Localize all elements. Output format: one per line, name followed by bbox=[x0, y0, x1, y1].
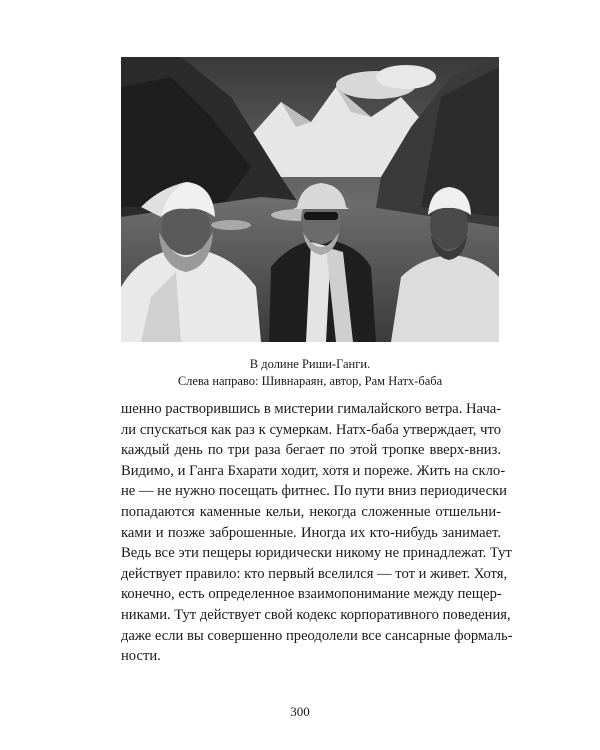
text-line: никами. Тут действует свой кодекс корпоративного поведения, bbox=[121, 606, 511, 623]
text-line: попадаются каменные кельи, некогда сложенные отшельни- bbox=[121, 503, 501, 520]
text-line: конечно, есть определенное взаимопонимание между пещер- bbox=[121, 586, 502, 603]
text-line: не — не нужно посещать фитнес. По пути вниз периодически bbox=[121, 483, 507, 500]
photograph bbox=[121, 57, 499, 342]
text-line: Ведь все эти пещеры юридически никому не принадлежат. Тут bbox=[121, 545, 512, 562]
text-line: действует правило: кто первый вселился — тот и живет. Хотя, bbox=[121, 565, 508, 582]
caption-line-2: Слева направо: Шивнараян, автор, Рам Натх-баба bbox=[177, 374, 443, 388]
text-line: даже если вы совершенно преодолели все сансарные формаль- bbox=[121, 627, 513, 644]
caption-line-1: В долине Риши-Ганги. bbox=[249, 357, 371, 371]
page-number: 300 bbox=[290, 704, 310, 719]
text-line: шенно растворившись в мистерии гималайского ветра. Нача- bbox=[121, 401, 502, 417]
body-paragraph bbox=[121, 399, 513, 667]
mountain-valley-photo bbox=[121, 57, 499, 342]
photo-caption bbox=[100, 356, 520, 390]
text-line: ли спускаться как раз к сумеркам. Натх-баба утверждает, что bbox=[121, 421, 501, 438]
text-line: ности. bbox=[121, 648, 161, 665]
text-line: Видимо, и Ганга Бхарати ходит, хотя и пореже. Жить на скло- bbox=[121, 462, 506, 479]
text-line: каждый день по три раза бегает по этой тропке вверх-вниз. bbox=[121, 442, 501, 459]
text-line: ками и позже заброшенные. Иногда их кто-нибудь занимает. bbox=[121, 524, 501, 541]
